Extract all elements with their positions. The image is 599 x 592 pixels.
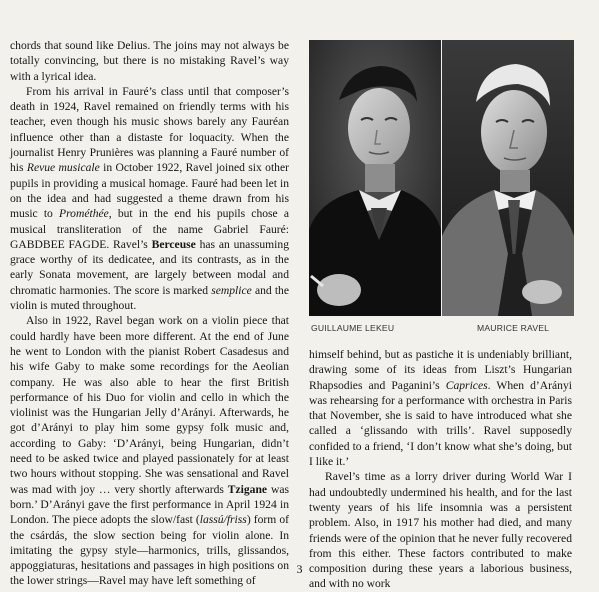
title-revue-musicale: Revue musicale [26,161,100,175]
caption-maurice-ravel: MAURICE RAVEL [477,323,550,333]
portrait-ravel-image [442,40,574,316]
title-tzigane: Tzigane [227,482,268,496]
portrait-lekeu-image [309,40,441,316]
paragraph-health: Ravel’s time as a lorry driver during World War I had undoubtedly undermined his health, and for the last twenty years of his life insomnia was a persistent problem. Also, in 1917 his mother had died, and many friends were of the opinion that he never fully recovered from this either. These factors contributed to make composition during these years a laborious business, and with no work [309,470,572,591]
term-semplice: semplice [211,283,252,297]
paragraph-delius: chords that sound like Delius. The joins may not always be totally convincing, but there is no mistaking Ravel’s way with a lyrical idea. [10,39,289,83]
caption-guillaume-lekeu: GUILLAUME LEKEU [311,323,395,333]
page-number: 3 [296,562,303,576]
paragraph-tzigane: Also in 1922, Ravel began work on a violin piece that could hardly have been more different. At the end of June he went to London with the pianist Robert Casadesus and his wife Gaby to make some recordings for the Aeolian company. He was also able to hear the first British performance of his Duo for violin and cello in which the violinist was the Hungarian Jelly d’Arányi. Afterwards, he got d’Arányi to play him some gypsy folk music and, according to Gaby: ‘D’Arányi, being Hungarian, didn’t need to be asked twice and played passionately for at least two hours without stopping. She was sensational and Ravel was mad with joy … very shortly afterwards Tzigane was born.’ D’Arányi gave the first performance in April 1924 in London. The piece adopts the slow/fast (lassú/friss) form of the csárdás, the slow section being for violin alone. In imitating the gypsy style—harmonics, trills, glissandos, appoggiaturas, hesitations and passages in high positions on the lower strings—Ravel may have left something of [10,314,289,588]
title-caprices: Caprices [445,378,488,392]
paragraph-faure: From his arrival in Fauré’s class until that composer’s death in 1924, Ravel remained on friendly terms with his teacher, even though his music shows barely any Fauréan influence other than a distaste for loquacity. When the journalist Henry Prunières was planning a Fauré number of his Revue musicale in October 1922, Ravel joined six other pupils in providing a musical homage. Fauré had been let in on the idea and had suggested a theme drawn from his music to Prométhée, but in the end his pupils chose a musical transliteration of the name Gabriel Fauré: GABDBEE FAGDE. Ravel’s Berceuse has an unassuming grace worthy of its dedicatee, and its contrasts, as in the early Sonata movement, are largely between modal and chromatic harmonies. The score is marked semplice and the violin is muted throughout. [10,84,290,313]
title-berceuse: Berceuse [151,237,196,251]
title-promethee: Prométhée [59,207,109,221]
photo-guillaume-lekeu [309,40,441,316]
photo-maurice-ravel [442,40,574,316]
text-column-right [309,347,572,592]
term-lassu-friss: lassú/friss [199,513,247,527]
text-column-left [10,38,289,589]
paragraph-pastiche: himself behind, but as pastiche it is undeniably brilliant, drawing some of its ideas from Liszt’s Hungarian Rhapsodies and Paganini’s Caprices. When d’Arányi was rehearsing for a performance with orchestra in Paris that November, she is said to have introduced what she called a ‘glissando with trills’. Ravel supposedly confided to a friend, ‘I don’t know what she’s doing, but I like it.’ [309,348,572,469]
